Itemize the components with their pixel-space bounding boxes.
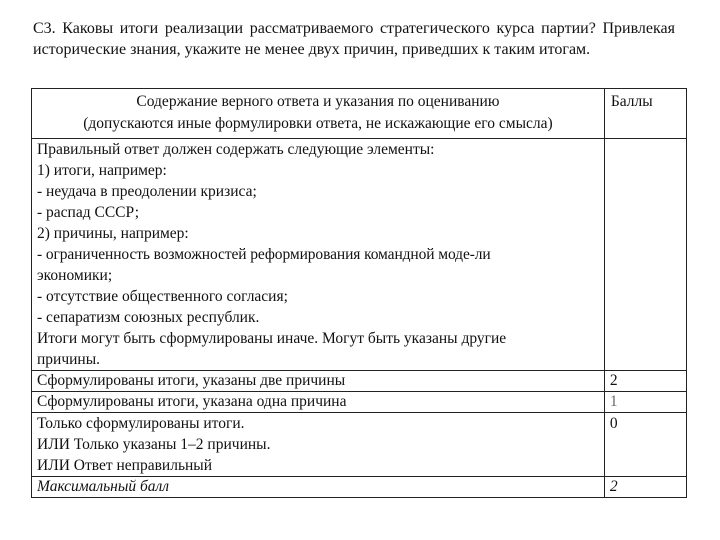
- zero-line: ИЛИ Ответ неправильный: [37, 457, 213, 474]
- zero-line: ИЛИ Только указаны 1–2 причины.: [37, 436, 271, 453]
- answer-line: - сепаратизм союзных республик.: [37, 309, 260, 326]
- answer-row: [32, 139, 687, 371]
- header-row: [32, 89, 687, 139]
- answer-line: 1) итоги, например:: [37, 162, 167, 179]
- max-score-label: Максимальный балл: [32, 477, 605, 498]
- criterion-text: Сформулированы итоги, указаны две причины: [32, 371, 605, 392]
- zero-criterion-cell: [32, 413, 605, 477]
- max-score-value: 2: [604, 477, 686, 498]
- criterion-score: 2: [604, 371, 686, 392]
- answer-score-cell: [604, 139, 686, 371]
- answer-line: - ограниченность возможностей реформирования командной моде-ли: [37, 246, 491, 263]
- zero-row: [32, 413, 687, 477]
- header-title: Содержание верного ответа и указания по оцениванию: [136, 93, 500, 110]
- answer-line: экономики;: [37, 267, 113, 284]
- criterion-score: 1: [604, 392, 686, 413]
- criterion-row: [32, 371, 687, 392]
- header-subtitle: (допускаются иные формулировки ответа, не искажающие его смысла): [83, 115, 553, 132]
- answer-line: Правильный ответ должен содержать следующие элементы:: [37, 141, 435, 158]
- answer-line: - распад СССР;: [37, 204, 139, 221]
- header-content-cell: [32, 89, 605, 139]
- max-row: [32, 477, 687, 498]
- answer-line: 2) причины, например:: [37, 225, 189, 242]
- question-text: С3. Каковы итоги реализации рассматриваемого стратегического курса партии? Привлекая исторические знания, укажите не менее двух причин, приведших к таким итогам.: [33, 20, 675, 58]
- answer-line: - отсутствие общественного согласия;: [37, 288, 288, 305]
- answer-content-cell: [32, 139, 605, 371]
- grading-table: [31, 88, 687, 498]
- answer-line: причины.: [37, 351, 101, 368]
- header-score-cell: Баллы: [604, 89, 686, 139]
- criterion-text: Сформулированы итоги, указана одна причина: [32, 392, 605, 413]
- answer-line: Итоги могут быть сформулированы иначе. Могут быть указаны другие: [37, 330, 507, 347]
- answer-line: - неудача в преодолении кризиса;: [37, 183, 257, 200]
- criterion-row: [32, 392, 687, 413]
- zero-line: Только сформулированы итоги.: [37, 415, 245, 432]
- zero-score: 0: [604, 413, 686, 477]
